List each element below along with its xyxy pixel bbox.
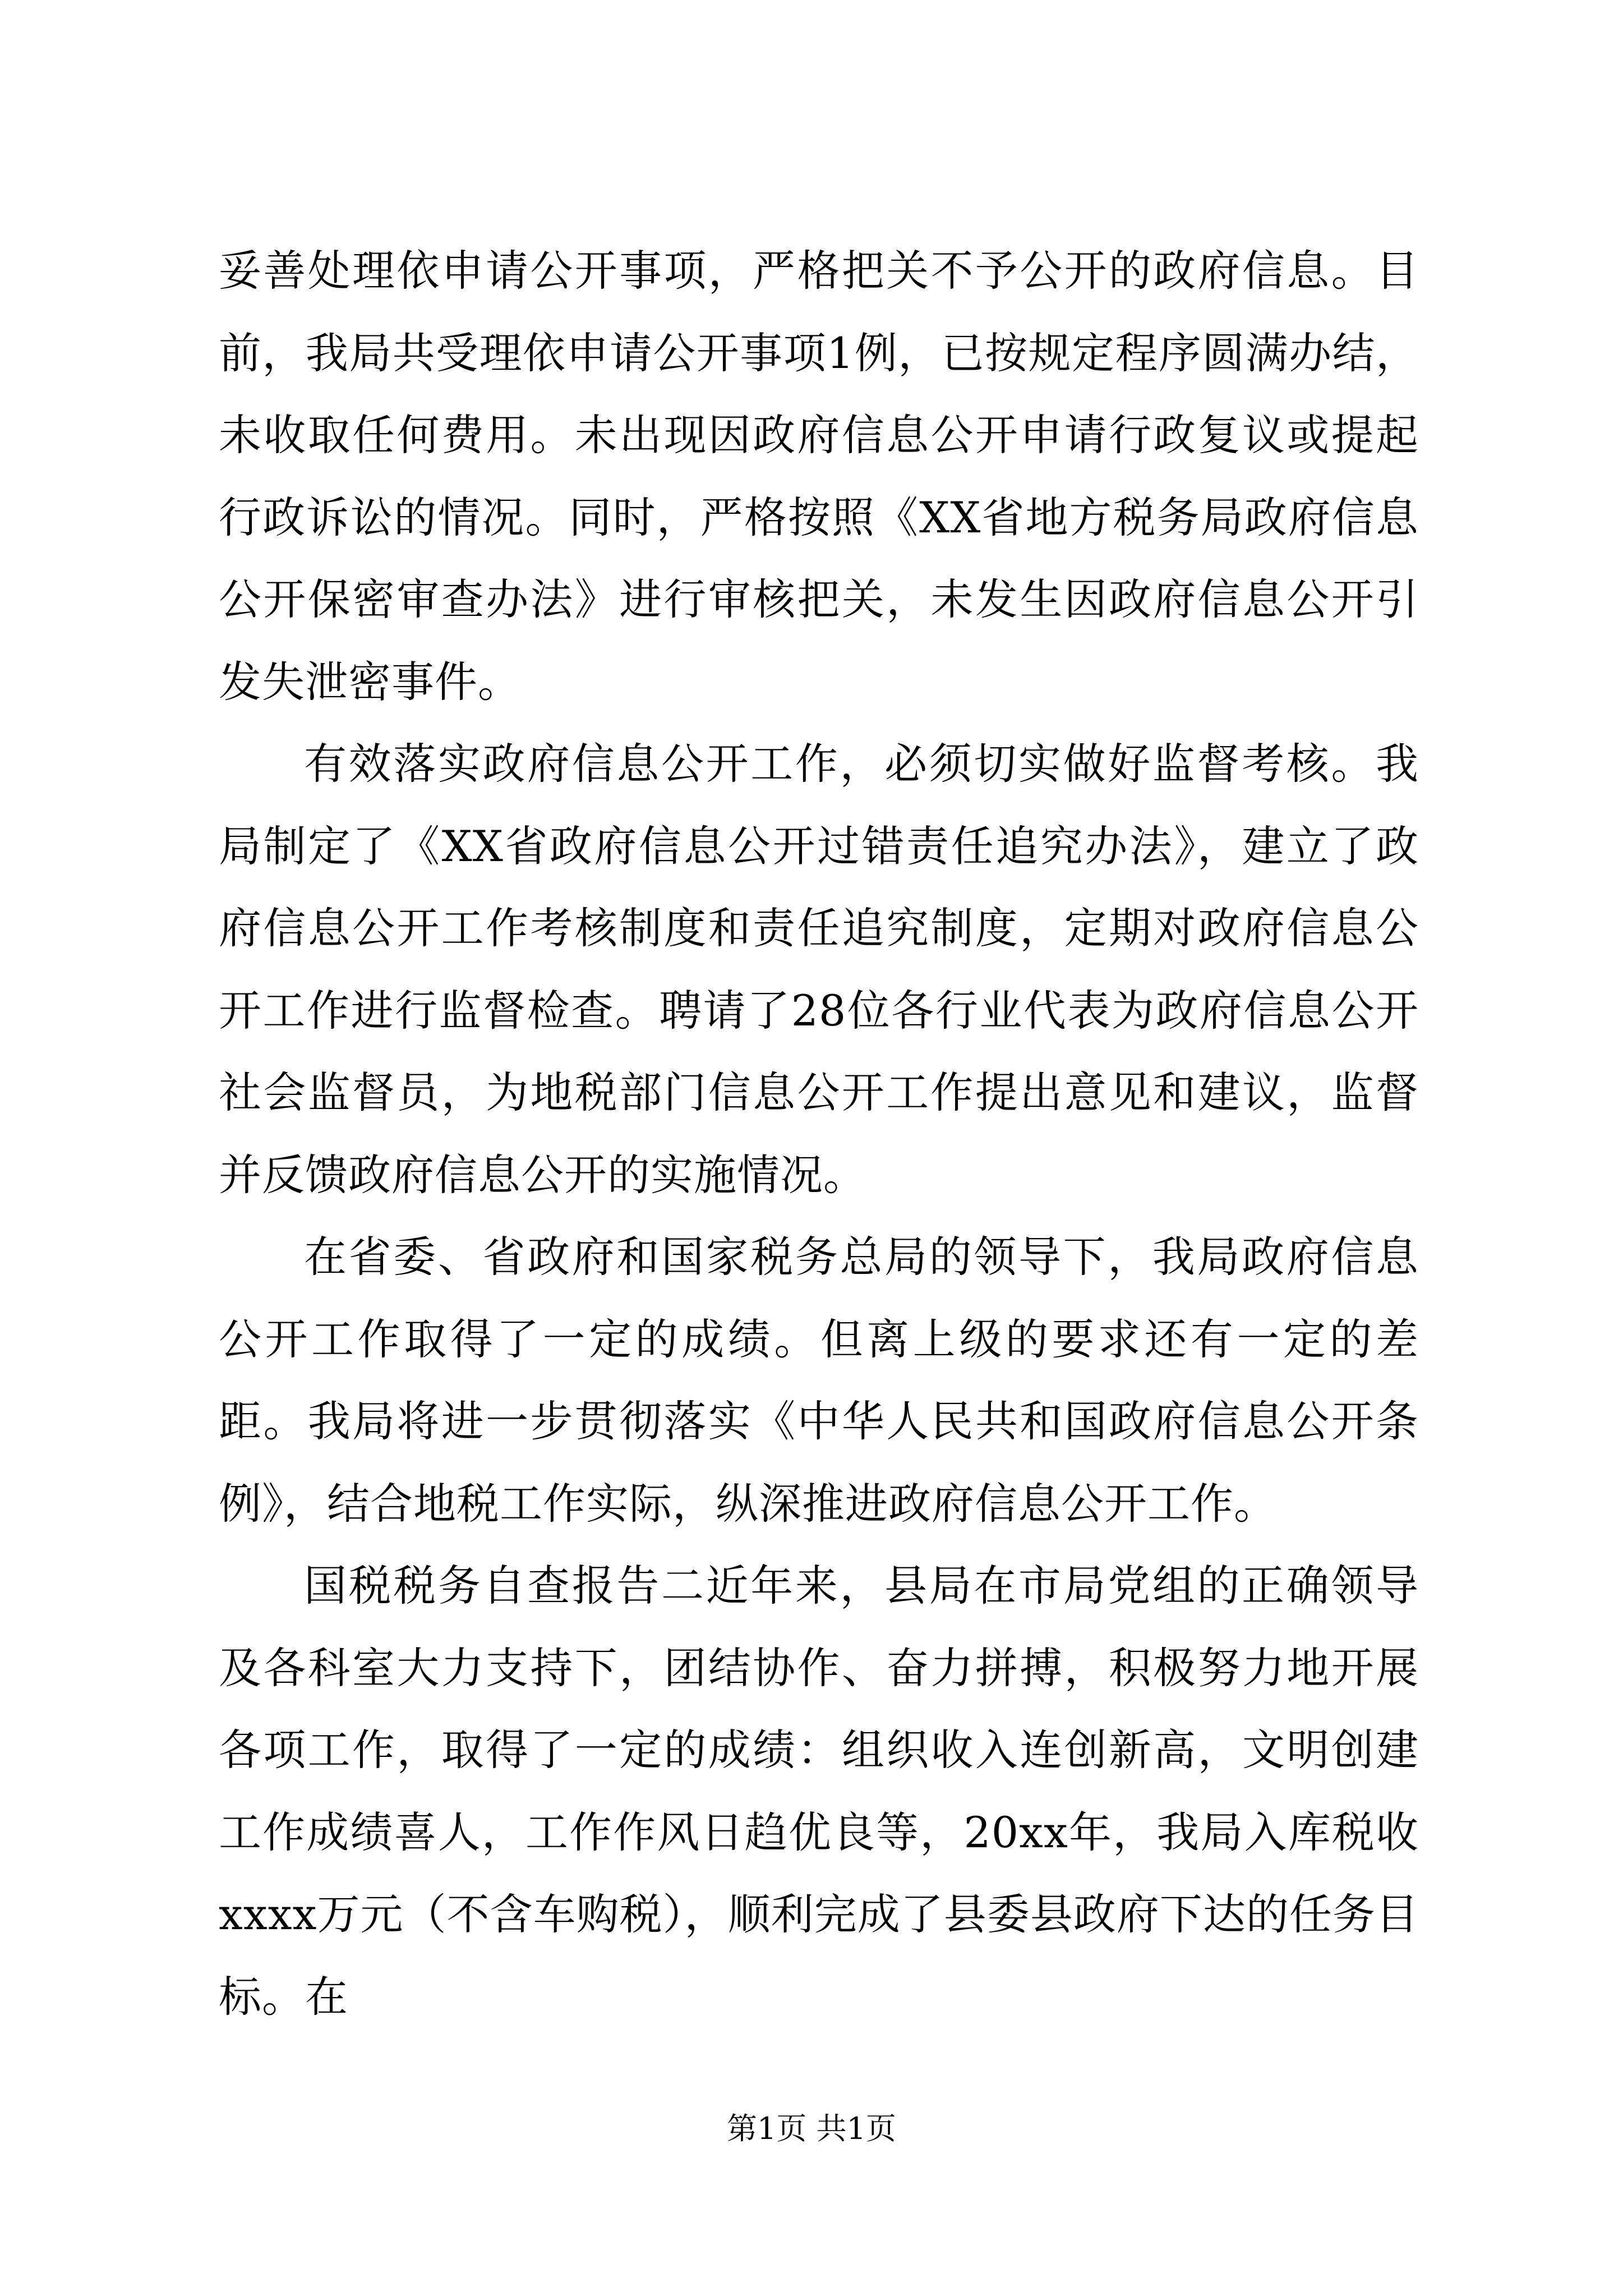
- paragraph-3: 在省委、省政府和国家税务总局的领导下，我局政府信息公开工作取得了一定的成绩。但离上级的要求还有一定的差距。我局将进一步贯彻落实《中华人民共和国政府信息公开条例》，结合地税工作实际，纵深推进政府信息公开工作。: [219, 1232, 1419, 1529]
- paragraph-2: 有效落实政府信息公开工作，必须切实做好监督考核。我局制定了《XX省政府信息公开过错责任追究办法》，建立了政府信息公开工作考核制度和责任追究制度，定期对政府信息公开工作进行监督检查。聘请了28位各行业代表为政府信息公开社会监督员，为地税部门信息公开工作提出意见和建议，监督并反馈政府信息公开的实施情况。: [219, 739, 1419, 1200]
- page-footer: 第1页 共1页: [727, 2111, 896, 2146]
- paragraph-1: 妥善处理依申请公开事项，严格把关不予公开的政府信息。目前，我局共受理依申请公开事项1例，已按规定程序圆满办结，未收取任何费用。未出现因政府信息公开申请行政复议或提起行政诉讼的情况。同时，严格按照《XX省地方税务局政府信息公开保密审查办法》进行审核把关，未发生因政府信息公开引发失泄密事件。: [219, 246, 1419, 707]
- paragraph-4: 国税税务自查报告二近年来，县局在市局党组的正确领导及各科室大力支持下，团结协作、奋力拼搏，积极努力地开展各项工作，取得了一定的成绩：组织收入连创新高，文明创建工作成绩喜人，工作作风日趋优良等，20xx年，我局入库税收xxxx万元（不含车购税），顺利完成了县委县政府下达的任务目标。在: [219, 1561, 1419, 2022]
- document-body: [219, 230, 1419, 2038]
